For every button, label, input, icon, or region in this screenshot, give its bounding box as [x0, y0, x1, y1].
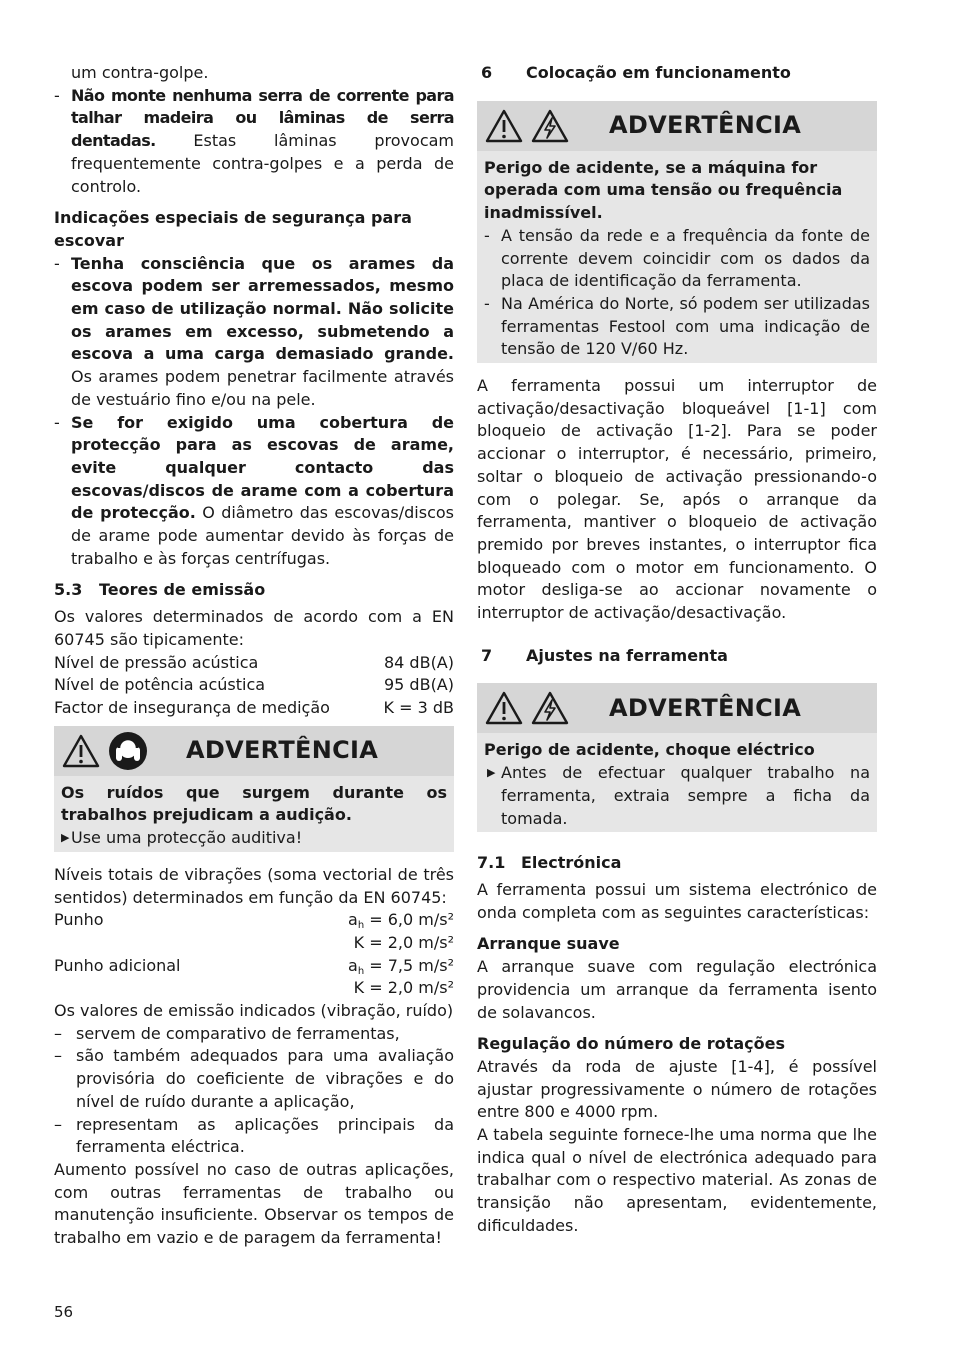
- table-note: A tabela seguinte fornece-lhe uma norma que lhe indica qual o nível de electrónica adequado para trabalhar com o respectivo material. As zonas de transição não apresentam, evidentemente, dificuldades.: [477, 1125, 877, 1235]
- warning-box-voltage: [477, 101, 877, 363]
- warning-text: Perigo de acidente, choque eléctrico: [484, 740, 815, 760]
- bullet-chainsaw-warning: - Não monte nenhuma serra de corrente para talhar madeira ou lâminas de serra dentadas. Estas lâminas provocam frequentemente contra-golpes e a perda de controlo.: [54, 85, 454, 196]
- section-heading-6: 6 Colocação em funcionamento: [481, 63, 791, 82]
- emission-row: Nível de potência acústica 95 dB(A): [54, 675, 454, 695]
- list-item: – são também adequados para uma avaliação provisória do coeficiente de vibrações e do nível de ruído durante a aplicação,: [54, 1046, 454, 1111]
- electronics-intro: A ferramenta possui um sistema electrónico de onda completa com as seguintes características:: [477, 879, 877, 922]
- section-heading-7: 7 Ajustes na ferramenta: [481, 645, 728, 665]
- emission-row: Factor de insegurança de medição K = 3 dB: [54, 697, 454, 717]
- speed-control-heading: Regulação do número de rotações: [477, 1034, 785, 1054]
- warning-item: - Na América do Norte, só podem ser utilizadas ferramentas Festool com uma indicação de tensão de 120 V/60 Hz.: [484, 293, 870, 359]
- warning-text: Perigo de acidente, se a máquina for operada com uma tensão ou frequência inadmissível.: [484, 157, 843, 223]
- increase-note: Aumento possível no caso de outras aplicações, com outras ferramentas de trabalho ou manutenção insuficiente. Observar os tempos de trabalho em vazio e de paragem da ferramenta!: [54, 1159, 454, 1248]
- list-item: – representam as aplicações principais da ferramenta eléctrica.: [54, 1114, 454, 1157]
- electric-shock-icon: [531, 691, 569, 725]
- vibration-intro: Níveis totais de vibrações (soma vectorial de três sentidos) determinados em função da EN 60745:: [54, 864, 454, 907]
- page-number: 56: [54, 1303, 74, 1321]
- bullet-brush-wires: - Tenha consciência que os arames da escova podem ser arremessados, mesmo em caso de utilização normal. Não solicite os arames em excesso, submetendo a escova a uma carga demasiado grande. Os arames podem penetrar facilmente através de vestuário fino e/ou na pele.: [54, 253, 454, 409]
- switch-description: A ferramenta possui um interruptor de activação/desactivação bloqueável [1-1] com bloqueio de activação [1-2]. Para se poder accionar o interruptor, é necessário, primeiro, soltar o bloqueio de activação pressionando-o com o polegar. Se, após o arranque da ferramenta, mantiver o bloqueio de activação premido por breves instantes, o interruptor fica bloqueado com o motor em funcionamento. O motor desliga-se ao accionar novamente o interruptor de activação/desactivação.: [477, 376, 877, 623]
- section-heading-5-3: 5.3 Teores de emissão: [54, 580, 266, 600]
- emission-intro: Os valores determinados de acordo com a EN 60745 são tipicamente:: [54, 607, 454, 649]
- warning-item: - A tensão da rede e a frequência da fonte de corrente devem coincidir com os dados da placa de identificação da ferramenta.: [484, 225, 870, 291]
- right-column: [477, 62, 877, 1238]
- bullet-brush-cover: - Se for exigido uma cobertura de protecção para as escovas de arame, evite qualquer contacto das escovas/discos de arame com a cobertura de protecção. O diâmetro das escovas/discos de arame pode aumentar devido às forças de trabalho e às forças centrífugas.: [54, 412, 455, 568]
- section-heading-7-1: 7.1 Electrónica: [477, 853, 622, 873]
- bullet-arrow-icon: ▶: [487, 766, 496, 780]
- warning-box-noise: [54, 726, 454, 852]
- warning-triangle-icon: [485, 691, 523, 725]
- warning-bullet: ▶ Antes de efectuar qualquer trabalho na ferramenta, extraia sempre a ficha da tomada.: [487, 763, 870, 828]
- electric-shock-icon: [531, 109, 569, 143]
- hearing-protection-icon: [108, 731, 148, 771]
- emission-row: Nível de pressão acústica 84 dB(A): [54, 652, 454, 672]
- warning-title: ADVERTÊNCIA: [609, 694, 802, 723]
- vibration-row: Punho $a_h = 6,0$ m/s² K = 2,0 m/s²: [54, 910, 454, 952]
- warning-triangle-icon: [485, 109, 523, 143]
- warning-text: Os ruídos que surgem durante os trabalhos prejudicam a audição.: [61, 782, 447, 825]
- left-column: [54, 62, 454, 1250]
- paragraph-continuation: um contra-golpe.: [71, 63, 209, 82]
- list-item: – servem de comparativo de ferramentas,: [54, 1023, 400, 1043]
- emission-note: Os valores de emissão indicados (vibração, ruído): [54, 1001, 454, 1021]
- soft-start-text: A arranque suave com regulação electrónica providencia um arranque da ferramenta isento de solavancos.: [477, 957, 877, 1022]
- brush-safety-heading: Indicações especiais de segurança para escovar: [54, 208, 412, 250]
- warning-bullet: ▶ Use uma protecção auditiva!: [61, 827, 447, 850]
- soft-start-heading: Arranque suave: [477, 934, 620, 954]
- warning-title: ADVERTÊNCIA: [186, 736, 379, 765]
- warning-triangle-icon: [62, 734, 100, 768]
- bullet-arrow-icon: ▶: [61, 831, 70, 845]
- warning-box-electric: [477, 683, 877, 832]
- speed-control-text: Através da roda de ajuste [1-4], é possível ajustar progressivamente o número de rotações entre 800 e 4000 rpm.: [477, 1056, 877, 1122]
- warning-title: ADVERTÊNCIA: [609, 111, 802, 140]
- vibration-row: Punho adicional $a_h = 7,5$ m/s² K = 2,0 m/s²: [54, 955, 454, 998]
